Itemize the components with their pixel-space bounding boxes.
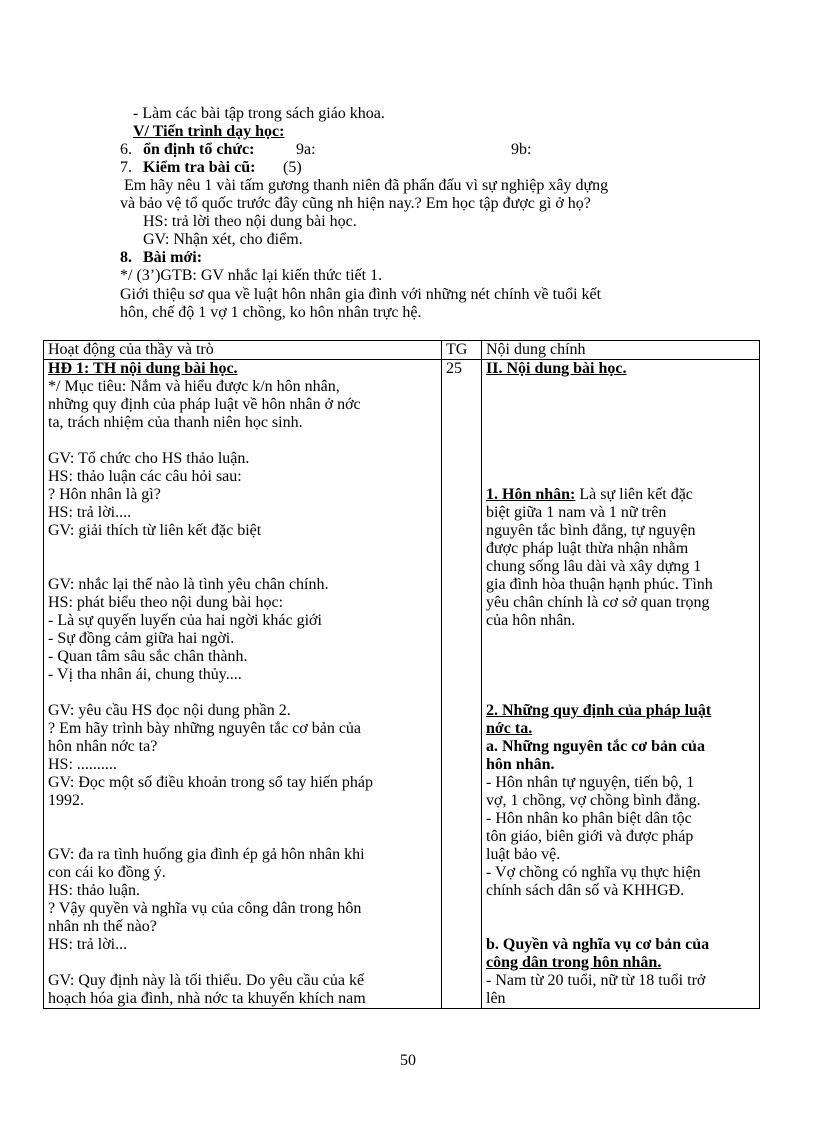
- content-line: nguyên tắc bình đẳng, tự nguyện: [486, 522, 696, 539]
- content-line: gia đình hòa thuận hạnh phúc. Tình: [486, 576, 713, 593]
- new-lesson-label: Bài mới:: [143, 249, 203, 266]
- content-heading-legal-rules-cont: nớc ta.: [486, 720, 533, 737]
- activity-line: nhân nh thế nào?: [48, 918, 157, 935]
- activity-line: GV: yêu cầu HS đọc nội dung phần 2.: [48, 702, 291, 719]
- content-line: tôn giáo, biên giới và được pháp: [486, 828, 694, 845]
- content-text: Là sự liên kết đặc: [575, 486, 693, 503]
- activity-line: - Quan tâm sâu sắc chân thành.: [48, 648, 248, 665]
- intro-line-1: - Làm các bài tập trong sách giáo khoa.: [133, 105, 385, 122]
- intro-summary-line-2: hôn, chế độ 1 vợ 1 chồng, ko hôn nhân trực hệ.: [120, 304, 422, 321]
- content-line: được pháp luật thừa nhận nhằm: [486, 540, 689, 557]
- activity-line: HS: ..........: [48, 756, 117, 773]
- activity-line: GV: Tổ chức cho HS thảo luận.: [48, 450, 250, 467]
- activity-line: GV: giải thích từ liên kết đặc biệt: [48, 522, 262, 539]
- header-activities: Hoạt động của thầy và trò: [44, 341, 442, 360]
- activity-line: hoạch hóa gia đình, nhà nớc ta khuyến khích nam: [48, 990, 366, 1007]
- content-line: - Vợ chồng có nghĩa vụ thực hiện: [486, 864, 701, 881]
- content-heading-principles-cont: hôn nhân.: [486, 756, 555, 773]
- activity-line: GV: đa ra tình huống gia đình ép gả hôn nhân khi: [48, 846, 365, 863]
- activity-line: ? Vậy quyền và nghĩa vụ của công dân trong hôn: [48, 900, 362, 917]
- activity-line: GV: nhắc lại thế nào là tình yêu chân chính.: [48, 576, 329, 593]
- intro-hs-answer: HS: trả lời theo nội dung bài học.: [143, 213, 357, 230]
- page-number: 50: [400, 1052, 416, 1069]
- content-line: yêu chân chính là cơ sở quan trọng: [486, 594, 710, 611]
- content-line: chung sống lâu dài và xây dựng 1: [486, 558, 702, 575]
- activity-line: những quy định của pháp luật về hôn nhân ở nớc: [48, 396, 361, 413]
- old-lesson-check-time: (5): [283, 159, 302, 176]
- old-lesson-check-label: Kiểm tra bài cũ:: [143, 159, 256, 176]
- activity-line: - Vị tha nhân ái, chung thủy....: [48, 666, 242, 683]
- table-header-row: [44, 341, 760, 360]
- activity-line: */ Mục tiêu: Nắm và hiểu được k/n hôn nhân,: [48, 378, 340, 395]
- intro-question-line-2: và bảo vệ tổ quốc trước đây cũng nh hiện nay.? Em học tập được gì ở họ?: [120, 195, 591, 212]
- content-line: biệt giữa 1 nam và 1 nữ trên: [486, 504, 667, 521]
- activity-line: HS: phát biểu theo nội dung bài học:: [48, 594, 284, 611]
- content-line: - Hôn nhân tự nguyện, tiến bộ, 1: [486, 774, 695, 791]
- content-line: chính sách dân số và KHHGĐ.: [486, 882, 685, 899]
- activity-heading-hd1: HĐ 1: TH nội dung bài học.: [48, 360, 238, 377]
- table-body-row: [44, 360, 760, 1009]
- header-main-content: Nội dung chính: [482, 341, 760, 360]
- content-line: của hôn nhân.: [486, 612, 576, 629]
- time-value: 25: [446, 360, 462, 377]
- activity-line: 1992.: [48, 792, 84, 809]
- item-number-8: 8.: [120, 249, 132, 266]
- activity-line: con cái ko đồng ý.: [48, 864, 166, 881]
- activity-line: HS: thảo luận.: [48, 882, 140, 899]
- intro-gtb-line: */ (3’)GTB: GV nhắc lại kiến thức tiết 1.: [120, 267, 383, 284]
- content-line: lên: [486, 990, 506, 1007]
- intro-gv-comment: GV: Nhận xét, cho điểm.: [143, 231, 303, 248]
- section-heading-lesson-progress: V/ Tiến trình dạy học:: [133, 123, 285, 140]
- activity-line: ta, trách nhiệm của thanh niên học sinh.: [48, 414, 303, 431]
- activity-line: ? Hôn nhân là gì?: [48, 486, 161, 503]
- class-9b-label: 9b:: [511, 141, 532, 158]
- content-line: - Hôn nhân ko phân biệt dân tộc: [486, 810, 692, 827]
- header-time: TG: [442, 341, 482, 360]
- activity-line: hôn nhân nớc ta?: [48, 738, 158, 755]
- activity-line: HS: trả lời....: [48, 504, 132, 521]
- content-heading-marriage: 1. Hôn nhân:: [486, 486, 576, 503]
- content-heading-rights-duties-cont: công dân trong hôn nhân.: [486, 954, 662, 971]
- org-label: ổn định tổ chức:: [143, 141, 255, 158]
- intro-question-line-1: Em hãy nêu 1 vài tấm gương thanh niên đã phấn đấu vì sự nghiệp xây dựng: [124, 177, 609, 194]
- activity-line: HS: trả lời...: [48, 936, 128, 953]
- content-heading-legal-rules: 2. Những quy định của pháp luật: [486, 702, 712, 719]
- content-line: luật bảo vệ.: [486, 846, 561, 863]
- activity-line: ? Em hãy trình bày những nguyên tắc cơ bản của: [48, 720, 362, 737]
- intro-summary-line-1: Giới thiệu sơ qua về luật hôn nhân gia đình với những nét chính về tuổi kết: [120, 286, 602, 303]
- content-line-marriage: [486, 486, 693, 504]
- activity-line: GV: Đọc một số điều khoản trong sổ tay hiến pháp: [48, 774, 373, 791]
- activity-line: - Sự đồng cảm giữa hai ngời.: [48, 630, 235, 647]
- item-number-7: 7.: [120, 159, 132, 176]
- activity-line: GV: Quy định này là tối thiểu. Do yêu cầu của kế: [48, 972, 365, 989]
- activity-line: HS: thảo luận các câu hỏi sau:: [48, 468, 242, 485]
- activities-cell: [44, 360, 442, 1009]
- item-number-6: 6.: [120, 141, 132, 158]
- content-cell: [482, 360, 760, 1009]
- content-heading-principles: a. Những nguyên tắc cơ bản của: [486, 738, 705, 755]
- class-9a-label: 9a:: [296, 141, 316, 158]
- content-line: - Nam từ 20 tuổi, nữ từ 18 tuổi trở: [486, 972, 706, 989]
- content-heading-lesson-content: II. Nội dung bài học.: [486, 360, 627, 377]
- time-cell: [442, 360, 482, 1009]
- content-line: vợ, 1 chồng, vợ chồng bình đẳng.: [486, 792, 701, 809]
- lesson-table: [43, 340, 760, 1009]
- content-heading-rights-duties: b. Quyền và nghĩa vụ cơ bản của: [486, 936, 710, 953]
- activity-line: - Là sự quyến luyến của hai ngời khác giới: [48, 612, 322, 629]
